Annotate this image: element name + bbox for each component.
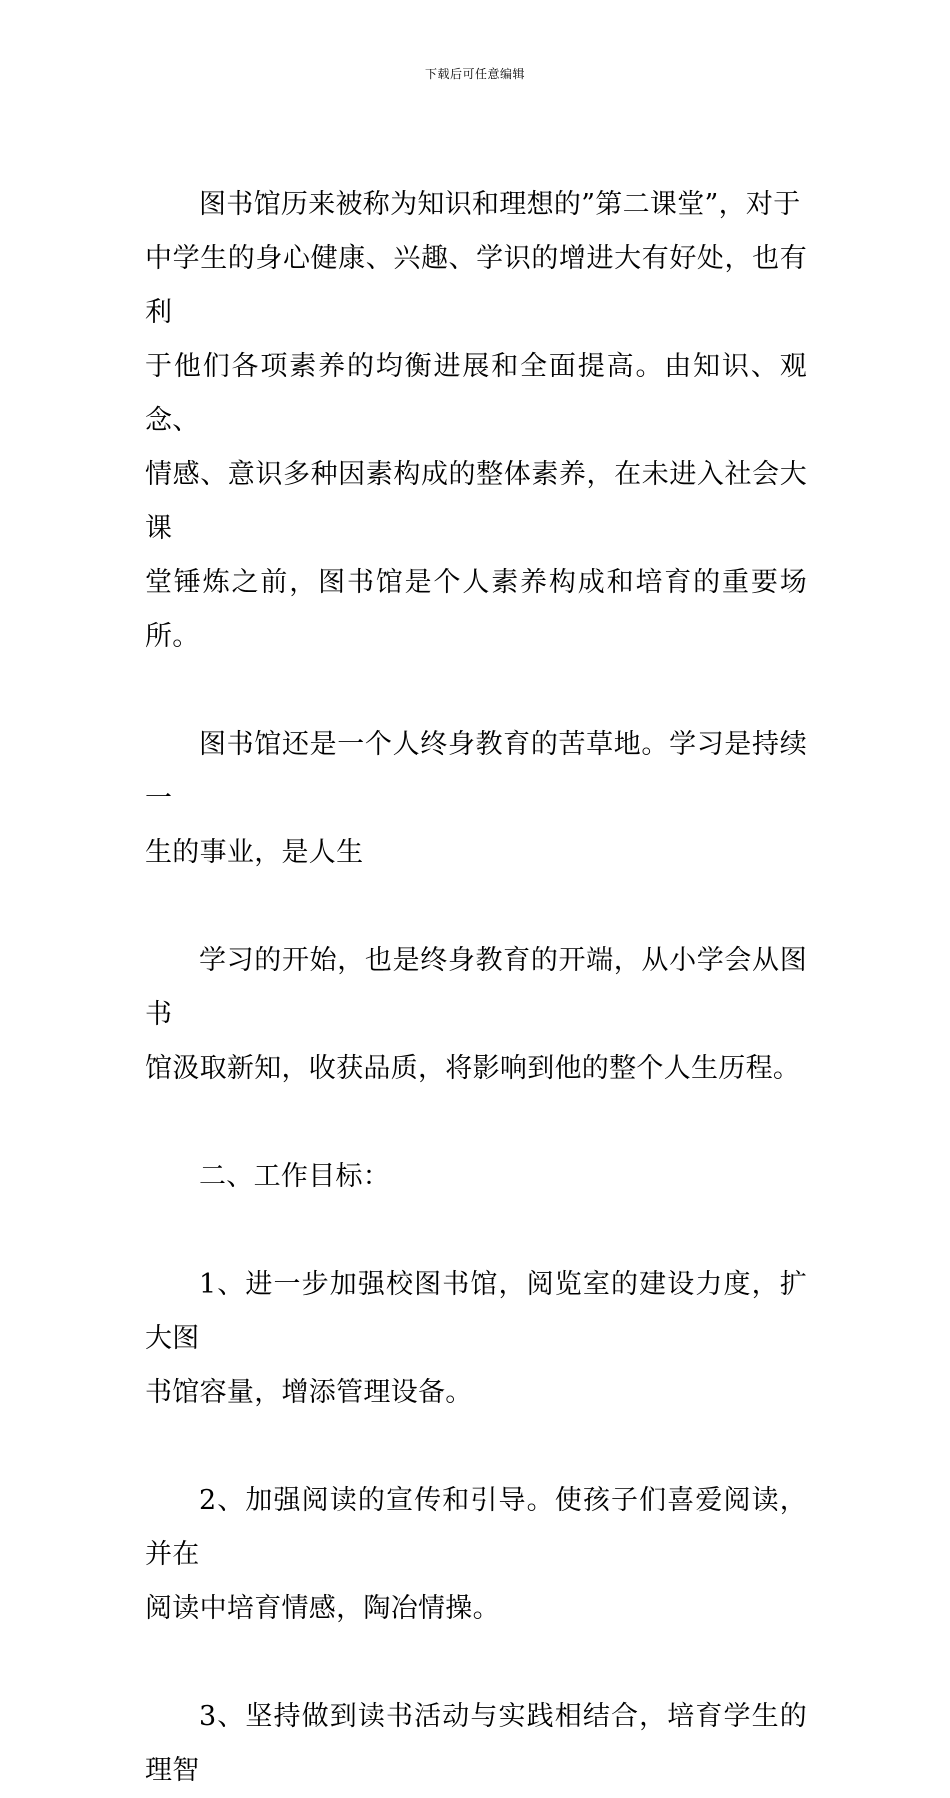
goal-item-2: 2、加强阅读的宣传和引导。使孩子们喜爱阅读，并在 阅读中培育情感，陶冶情操。 bbox=[145, 1485, 807, 1624]
document-body bbox=[145, 178, 807, 1798]
goal-item-3: 3、坚持做到读书活动与实践相结合，培育学生的理智 bbox=[145, 1701, 807, 1786]
section-heading-work-goals: 二、工作目标： bbox=[199, 1161, 391, 1192]
paragraph-learning-start: 学习的开始，也是终身教育的开端，从小学会从图书 馆汲取新知，收获品质，将影响到他的整个人生历程。 bbox=[145, 945, 807, 1084]
paragraph-library-second-classroom: 图书馆历来被称为知识和理想的”第二课堂”，对于 中学生的身心健康、兴趣、学识的增进大有好处，也有利 于他们各项素养的均衡进展和全面提高。由知识、观念、 情感、意识多种因素构成的整体素养，在未进入社会大课 堂锤炼之前，图书馆是个人素养构成和培育的重要场所。 bbox=[145, 189, 807, 652]
page-header-note: 下载后可任意编辑 bbox=[424, 67, 525, 81]
goal-item-1: 1、进一步加强校图书馆，阅览室的建设力度，扩大图 书馆容量，增添管理设备。 bbox=[145, 1269, 807, 1408]
paragraph-lifelong-education: 图书馆还是一个人终身教育的苦草地。学习是持续一 生的事业，是人生 bbox=[145, 729, 807, 868]
